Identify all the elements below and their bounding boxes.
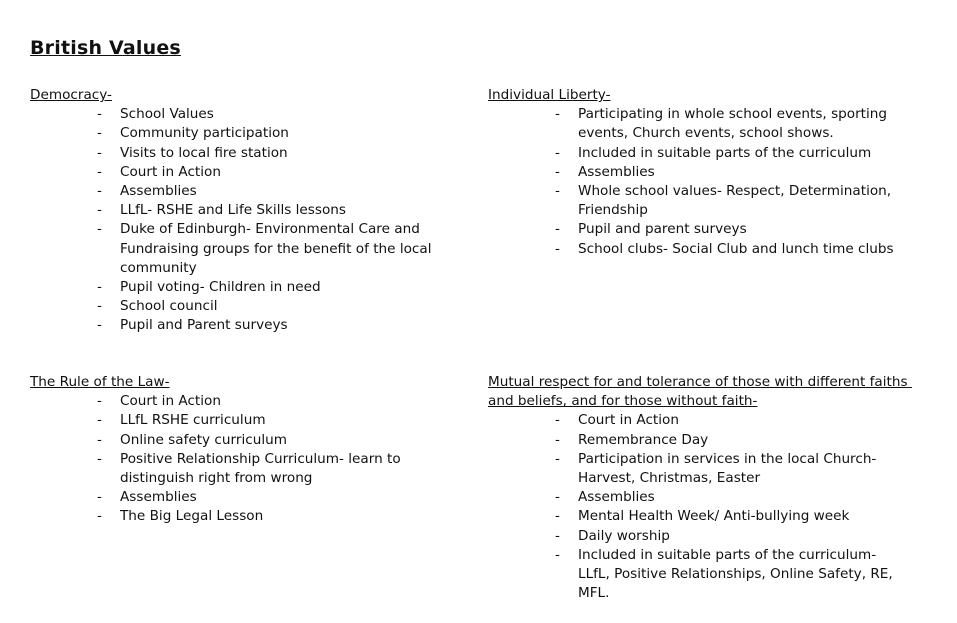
bullet-dash: - <box>97 202 102 219</box>
list-item-text: Participation in services in the local Church- Harvest, Christmas, Easter <box>578 450 877 487</box>
list-item <box>30 316 450 335</box>
list-item-text: Included in suitable parts of the curriculum <box>578 144 872 161</box>
list-item <box>30 105 450 124</box>
list-item-text: Pupil voting- Children in need <box>120 279 321 296</box>
rule-of-law-section <box>30 373 450 527</box>
list-item <box>488 488 908 507</box>
rule-of-law-list <box>30 392 450 526</box>
bullet-dash: - <box>97 489 102 506</box>
list-item-text: Pupil and parent surveys <box>578 221 747 238</box>
list-item-text: Assemblies <box>120 183 197 200</box>
list-item <box>30 507 450 526</box>
list-item-text: Court in Action <box>120 163 221 180</box>
bullet-dash: - <box>97 298 102 315</box>
individual-liberty-heading: Individual Liberty- <box>488 87 611 103</box>
bullet-dash: - <box>97 221 102 238</box>
bullet-dash: - <box>97 163 102 180</box>
bullet-dash: - <box>555 489 560 506</box>
rule-of-law-heading: The Rule of the Law- <box>30 374 170 390</box>
list-item <box>488 163 908 182</box>
bullet-dash: - <box>97 412 102 429</box>
list-item-text: Daily worship <box>578 527 670 544</box>
bullet-dash: - <box>555 412 560 429</box>
bullet-dash: - <box>555 508 560 525</box>
list-item-text: Mental Health Week/ Anti-bullying week <box>578 508 850 525</box>
list-item <box>488 105 908 143</box>
bullet-dash: - <box>555 431 560 448</box>
list-item-text: Remembrance Day <box>578 431 709 448</box>
list-item-text: Assemblies <box>578 163 655 180</box>
bullet-dash: - <box>97 393 102 410</box>
bullet-dash: - <box>97 450 102 467</box>
mutual-respect-heading: Mutual respect for and tolerance of those with different faiths and beliefs, and for those without faith- <box>488 374 912 410</box>
bullet-dash: - <box>555 106 560 123</box>
list-item-text: Pupil and Parent surveys <box>120 317 288 334</box>
bullet-dash: - <box>555 144 560 161</box>
list-item-text: Positive Relationship Curriculum- learn to distinguish right from wrong <box>120 450 401 487</box>
bullet-dash: - <box>97 279 102 296</box>
list-item-text: Assemblies <box>578 489 655 506</box>
list-item-text: LLfL- RSHE and Life Skills lessons <box>120 202 346 219</box>
bullet-dash: - <box>97 183 102 200</box>
list-item-text: School clubs- Social Club and lunch time clubs <box>578 240 894 257</box>
list-item <box>488 450 908 488</box>
bullet-dash: - <box>555 221 560 238</box>
list-item <box>30 297 450 316</box>
list-item-text: School council <box>120 298 218 315</box>
list-item-text: Whole school values- Respect, Determination, Friendship <box>578 183 892 219</box>
list-item <box>30 144 450 163</box>
democracy-heading: Democracy- <box>30 87 112 103</box>
bullet-dash: - <box>97 431 102 448</box>
list-item-text: Visits to local fire station <box>120 144 288 161</box>
bullet-dash: - <box>97 125 102 142</box>
list-item <box>30 182 450 201</box>
bullet-dash: - <box>555 546 560 563</box>
mutual-respect-list <box>488 411 908 603</box>
list-item-text: LLfL RSHE curriculum <box>120 412 266 429</box>
list-item-text: The Big Legal Lesson <box>120 508 264 525</box>
list-item <box>30 392 450 411</box>
list-item <box>488 240 908 259</box>
list-item <box>30 411 450 430</box>
list-item <box>30 220 450 278</box>
democracy-section <box>30 86 450 336</box>
list-item <box>30 488 450 507</box>
list-item-text: Court in Action <box>120 393 221 410</box>
list-item <box>488 182 908 220</box>
list-item <box>30 163 450 182</box>
list-item-text: Participating in whole school events, sporting events, Church events, school shows. <box>578 106 888 142</box>
list-item-text: Included in suitable parts of the curriculum- LLfL, Positive Relationships, Online Safety, RE, MFL. <box>578 546 893 602</box>
list-item <box>488 507 908 526</box>
bullet-dash: - <box>555 450 560 467</box>
page-title: British Values <box>30 37 181 59</box>
list-item-text: School Values <box>120 106 214 123</box>
list-item-text: Court in Action <box>578 412 679 429</box>
list-item <box>488 431 908 450</box>
list-item <box>488 411 908 430</box>
list-item-text: Online safety curriculum <box>120 431 287 448</box>
individual-liberty-section <box>488 86 908 259</box>
bullet-dash: - <box>555 240 560 257</box>
bullet-dash: - <box>555 527 560 544</box>
list-item-text: Duke of Edinburgh- Environmental Care and Fundraising groups for the benefit of the local community <box>120 221 432 276</box>
list-item <box>30 124 450 143</box>
list-item <box>488 220 908 239</box>
bullet-dash: - <box>97 508 102 525</box>
list-item <box>488 527 908 546</box>
list-item-text: Assemblies <box>120 489 197 506</box>
bullet-dash: - <box>97 144 102 161</box>
list-item <box>488 546 908 604</box>
bullet-dash: - <box>97 106 102 123</box>
individual-liberty-list <box>488 105 908 259</box>
mutual-respect-section <box>488 373 912 603</box>
list-item <box>488 144 908 163</box>
list-item-text: Community participation <box>120 125 289 142</box>
bullet-dash: - <box>555 183 560 200</box>
list-item <box>30 431 450 450</box>
list-item <box>30 278 450 297</box>
list-item <box>30 201 450 220</box>
bullet-dash: - <box>555 163 560 180</box>
democracy-list <box>30 105 450 335</box>
bullet-dash: - <box>97 317 102 334</box>
list-item <box>30 450 450 488</box>
